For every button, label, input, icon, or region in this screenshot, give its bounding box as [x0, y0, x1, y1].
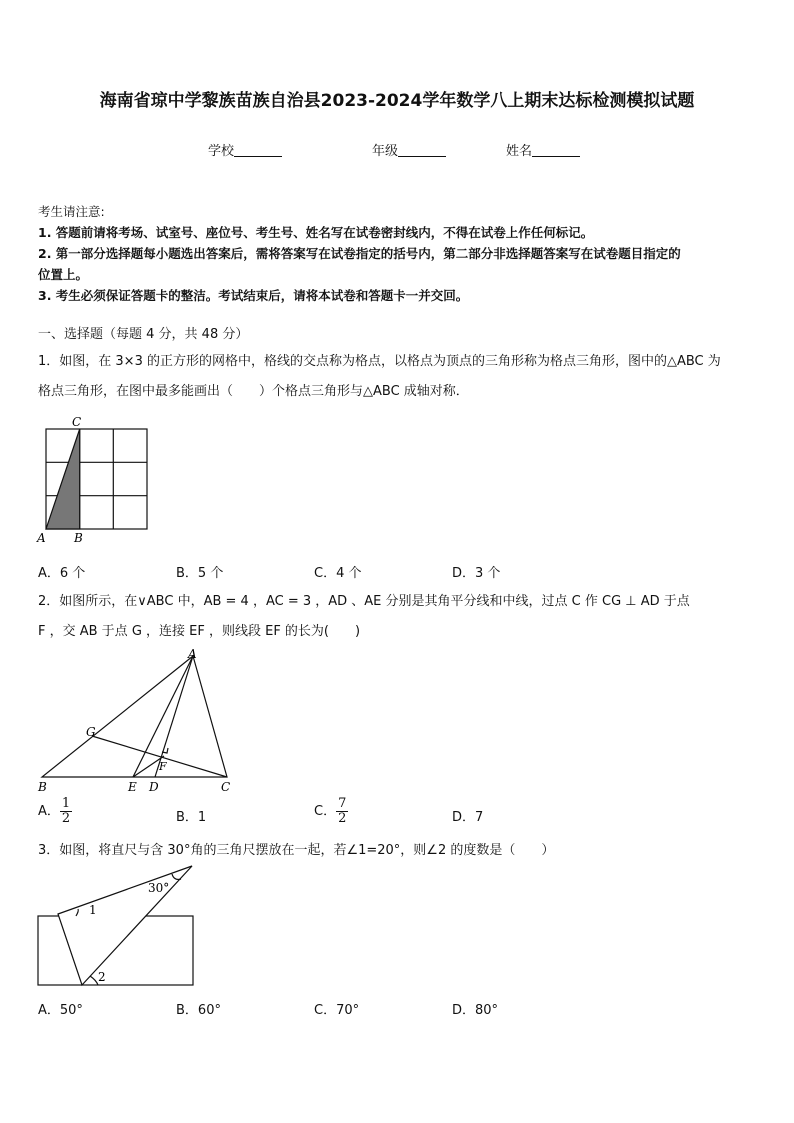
q1-figure	[34, 412, 154, 548]
q2-label-d: D	[149, 780, 159, 794]
q1-triangle-abc	[46, 429, 80, 529]
q2-option-a-fraction	[60, 797, 72, 826]
q3-figure	[34, 864, 204, 990]
grade-label: 年级	[372, 144, 399, 159]
notice-block	[38, 201, 760, 306]
school-field[interactable]	[208, 140, 282, 159]
q2-option-a-den: 2	[61, 811, 71, 826]
q1-option-d[interactable]: D．3 个	[452, 566, 501, 581]
name-label: 姓名	[506, 144, 533, 159]
q2-line-1: 2．如图所示，在∨ABC 中，AB = 4 ，AC = 3 ，AD 、AE 分别是其角平分线和中线，过点 C 作 CG ⊥ AD 于点	[38, 594, 690, 609]
q1-option-a[interactable]: A．6 个	[38, 566, 86, 581]
section-heading: 一、选择题（每题 4 分，共 48 分）	[38, 327, 249, 342]
q3-option-b[interactable]: B．60°	[176, 1003, 221, 1018]
q3-label-30: 30°	[148, 881, 170, 895]
q1-option-c[interactable]: C．4 个	[314, 566, 362, 581]
q2-line-2: F ，交 AB 于点 G ，连接 EF ，则线段 EF 的长为( )	[38, 624, 361, 639]
q2-label-g: G	[86, 725, 96, 739]
q1-option-b[interactable]: B．5 个	[176, 566, 224, 581]
q2-label-c: C	[221, 780, 231, 794]
q2-label-a: A	[188, 647, 197, 661]
q3-triangle-ruler	[58, 866, 192, 985]
q2-label-b: B	[38, 780, 47, 794]
q1-label-a: A	[37, 531, 46, 545]
grade-blank[interactable]	[398, 144, 446, 157]
school-label: 学校	[208, 144, 235, 159]
notice-heading: 考生请注意:	[38, 204, 105, 219]
q2-option-c-den: 2	[338, 811, 347, 826]
q2-option-d[interactable]: D．7	[452, 810, 484, 825]
q3-option-c[interactable]: C．70°	[314, 1003, 360, 1018]
q2-label-e: E	[128, 780, 137, 794]
q2-triangle-abc	[42, 656, 227, 777]
q2-label-f: F	[159, 760, 167, 773]
q1-line-1: 1．如图，在 3×3 的正方形的网格中，格线的交点称为格点，以格点为顶点的三角形称为格点三角形，图中的△ABC 为	[38, 354, 721, 369]
q3-label-2: 2	[98, 970, 106, 984]
q2-option-c[interactable]	[314, 797, 348, 826]
notice-line-1: 1. 答题前请将考场、试室号、座位号、考生号、姓名写在试卷密封线内，不得在试卷上作任何标记。	[38, 225, 594, 240]
q2-option-c-num: 7	[338, 796, 347, 811]
name-field[interactable]	[506, 140, 580, 159]
q1-label-b: B	[74, 531, 83, 545]
q3-line-1: 3．如图，将直尺与含 30°角的三角尺摆放在一起，若∠1=20°，则∠2 的度数是（ ）	[38, 843, 555, 858]
q3-option-d[interactable]: D．80°	[452, 1003, 499, 1018]
q2-option-a[interactable]	[38, 797, 72, 826]
q2-option-a-num: 1	[61, 796, 71, 811]
q2-option-c-fraction	[336, 797, 348, 826]
notice-line-2b: 位置上。	[38, 267, 89, 282]
q3-angle-2-arc	[90, 976, 98, 985]
name-blank[interactable]	[532, 144, 580, 157]
q2-option-b[interactable]: B．1	[176, 810, 207, 825]
q2-median-ae	[133, 656, 193, 777]
page-title: 海南省琼中学黎族苗族自治县2023-2024学年数学八上期末达标检测模拟试题	[99, 91, 695, 111]
q3-label-1: 1	[89, 903, 97, 917]
q1-text	[38, 347, 760, 407]
notice-line-2a: 2. 第一部分选择题每小题选出答案后，需将答案写在试卷指定的括号内，第二部分非选择题答案写在试卷题目指定的	[38, 246, 681, 261]
q2-figure	[34, 646, 244, 796]
q3-text	[38, 836, 760, 866]
q2-text	[38, 587, 760, 647]
school-blank[interactable]	[234, 144, 282, 157]
grade-field[interactable]	[372, 140, 446, 159]
q1-line-2: 格点三角形，在图中最多能画出（ ）个格点三角形与△ABC 成轴对称．	[38, 384, 469, 399]
q2-option-a-prefix: A．	[38, 804, 60, 819]
q2-option-c-prefix: C．	[314, 804, 337, 819]
q3-option-a[interactable]: A．50°	[38, 1003, 83, 1018]
q1-label-c: C	[72, 415, 82, 429]
notice-line-3: 3. 考生必须保证答题卡的整洁。考试结束后，请将本试卷和答题卡一并交回。	[38, 288, 469, 303]
